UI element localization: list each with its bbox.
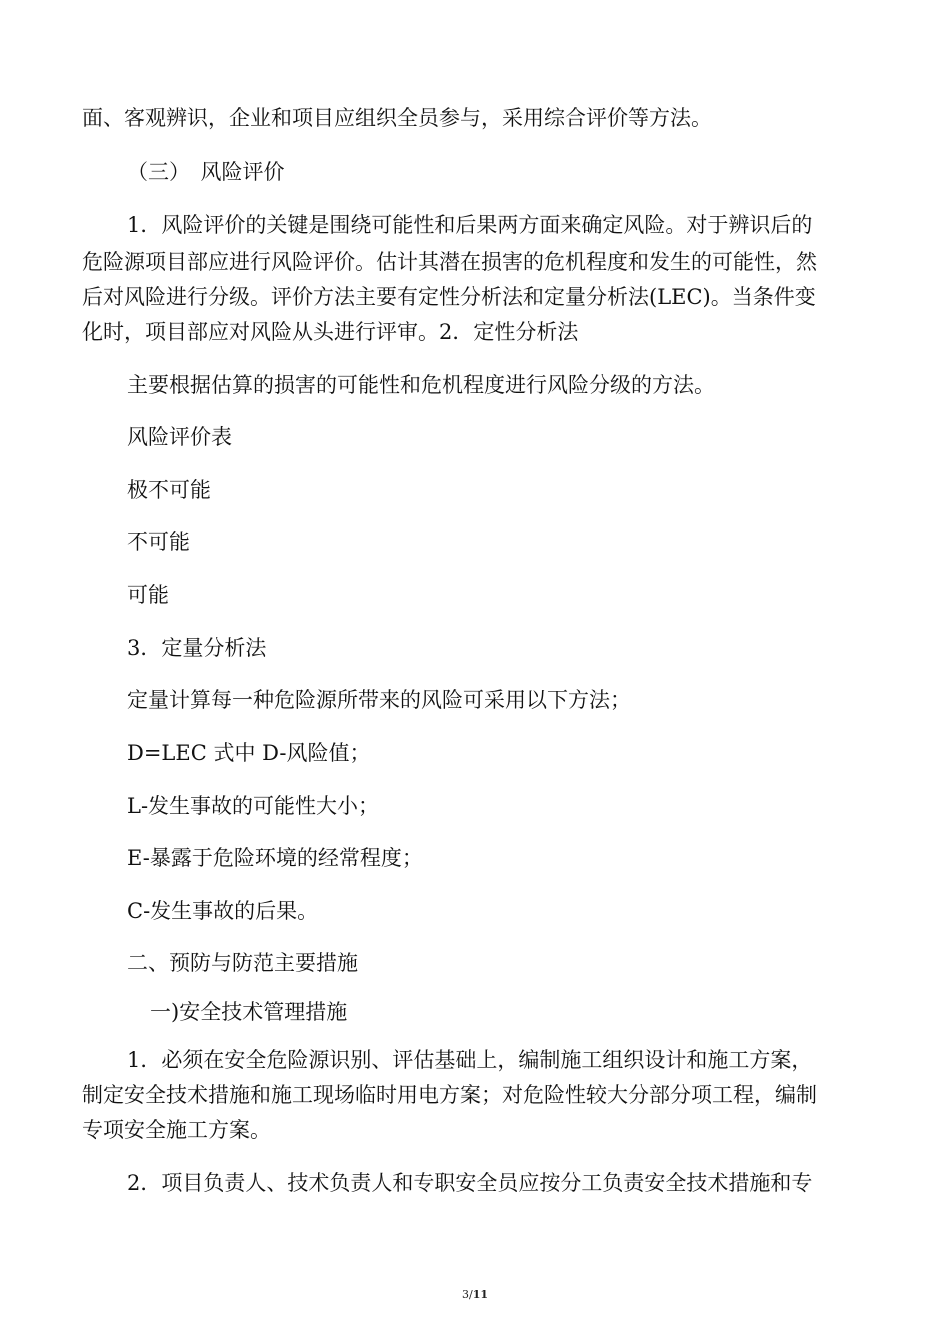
paragraph-line: 专项安全施工方案。 (82, 1118, 271, 1142)
section-heading: 二、预防与防范主要措施 (127, 951, 358, 975)
paragraph-line: 后对风险进行分级。评价方法主要有定性分析法和定量分析法(LEC)。当条件变 (82, 285, 816, 309)
section-heading: （三） 风险评价 (127, 160, 285, 184)
formula-line: L-发生事故的可能性大小； (127, 794, 380, 818)
paragraph-line: 1．风险评价的关键是围绕可能性和后果两方面来确定风险。对于辨识后的 (127, 213, 813, 237)
page-total: 11 (472, 1288, 489, 1301)
paragraph-line: 主要根据估算的损害的可能性和危机程度进行风险分级的方法。 (127, 373, 715, 397)
table-title: 风险评价表 (127, 425, 232, 449)
subheading: 3．定量分析法 (127, 636, 267, 660)
paragraph-line: 可能 (127, 583, 169, 607)
paragraph-line: 2．项目负责人、技术负责人和专职安全员应按分工负责安全技术措施和专 (127, 1171, 813, 1195)
formula-line: D=LEC 式中 D-风险值； (127, 741, 371, 765)
paragraph-line: 定量计算每一种危险源所带来的风险可采用以下方法； (127, 688, 631, 712)
paragraph-line: 制定安全技术措施和施工现场临时用电方案；对危险性较大分部分项工程，编制 (82, 1083, 817, 1107)
page-number: 3/ (461, 1288, 473, 1301)
paragraph-line: 面、客观辨识，企业和项目应组织全员参与，采用综合评价等方法。 (82, 106, 712, 130)
paragraph-line: 1．必须在安全危险源识别、评估基础上，编制施工组织设计和施工方案， (127, 1048, 813, 1072)
subsection-heading: 一)安全技术管理措施 (150, 1000, 348, 1024)
formula-line: C-发生事故的后果。 (127, 899, 319, 923)
page-footer (0, 1288, 950, 1301)
paragraph-line: 危险源项目部应进行风险评价。估计其潜在损害的危机程度和发生的可能性，然 (82, 250, 817, 274)
paragraph-line: 化时，项目部应对风险从头进行评审。2．定性分析法 (82, 320, 579, 344)
formula-line: E-暴露于危险环境的经常程度； (127, 846, 423, 870)
paragraph-line: 极不可能 (127, 478, 211, 502)
paragraph-line: 不可能 (127, 530, 190, 554)
